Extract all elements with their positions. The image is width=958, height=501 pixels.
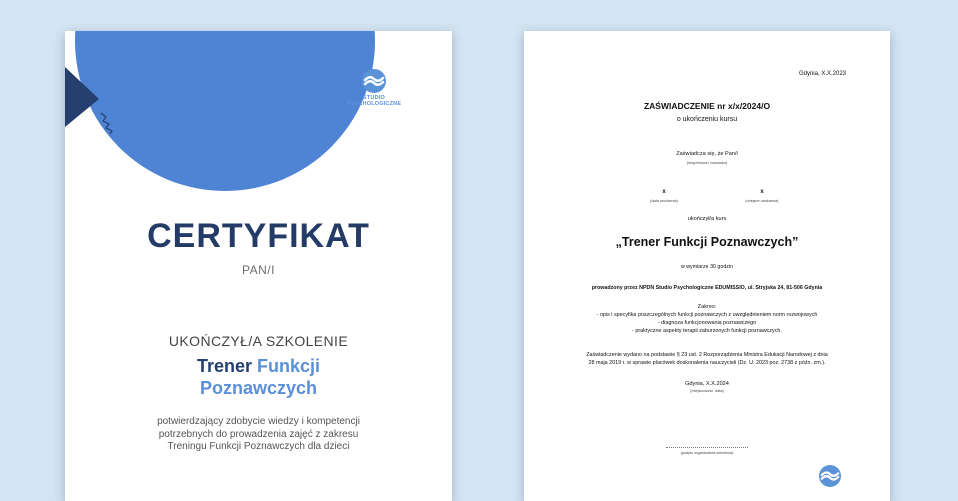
certificate-page [65, 31, 452, 501]
description-line: potwierdzający zdobycie wiedzy i kompetencji [157, 416, 360, 427]
legal-rest: w sprawie placówek doskonalenia nauczycieli (Dz. U. 2023 poz. 2738 z późn. zm.). [625, 360, 826, 366]
completed-course-text: ukończył/a kurs [687, 216, 727, 222]
logo-line-1: STUDIO [363, 95, 385, 101]
scope-label: Zakres: [697, 304, 717, 310]
birth-date-label: (data urodzenia) [650, 199, 678, 203]
attestation-subtitle: o ukończeniu kursu [676, 116, 738, 123]
studio-logo [341, 69, 407, 107]
scope-list [524, 311, 890, 335]
organizer-text: prowadzony przez NPDN Studio Psychologiczne EDUMISSIO, ul. Stryjska 24, 81-506 Gdynia [591, 285, 823, 291]
signature-line [666, 447, 748, 448]
recipient-label: PAN/I [242, 263, 275, 277]
name-placeholder-label: (imię/imiona i nazwisko) [686, 161, 728, 165]
scope-item: - diagnoza funkcjonowania poznawczego [657, 320, 757, 326]
course-name: „Trener Funkcji Poznawczych” [615, 235, 799, 249]
course-word-1: Trener [196, 356, 252, 376]
birth-date-value: x [662, 189, 666, 195]
description-line: potrzebnych do prowadzenia zajęć z zakresu [158, 428, 359, 440]
logo-wave-icon [362, 69, 386, 93]
course-name [65, 355, 452, 399]
certificate-title: CERTYFIKAT [147, 217, 370, 255]
birth-place-value: x [760, 189, 764, 195]
legal-date: 28 maja 2019 r. [588, 360, 626, 366]
scope-item: - praktyczne aspekty terapii zaburzonych funkcji poznawczych. [632, 328, 782, 334]
legal-basis-text [560, 351, 854, 367]
issue-place-label: (miejscowość, data) [690, 389, 724, 393]
studio-logo-small [819, 465, 841, 487]
logo-line-2: PSYCHOLOGICZNE [346, 101, 402, 107]
signature-label: (podpis organizatora szkolenia) [680, 451, 734, 455]
course-line-2: Poznawczych [199, 378, 318, 398]
course-word-2: Funkcji [257, 356, 321, 376]
squiggle-icon [99, 111, 121, 135]
legal-line-2 [560, 359, 854, 367]
attestation-title [524, 101, 890, 111]
document-date: Gdynia, X.X.2023 [798, 71, 846, 77]
description-line: Treningu Funkcji Poznawczych dla dzieci [167, 441, 350, 452]
birth-place-label: (miejsce urodzenia) [745, 199, 779, 203]
attestation-page [524, 31, 890, 501]
certificate-description [125, 416, 392, 454]
issue-place-date: Gdynia, X.X.2024 [685, 381, 729, 387]
completed-training-label: UKOŃCZYŁ/A SZKOLENIE [168, 333, 349, 349]
attestation-title-prefix: ZAŚWIADCZENIE nr [643, 101, 728, 111]
course-hours: w wymiarze 30 godzin [680, 264, 734, 270]
scope-item: - opis i specyfika poszczególnych funkcji poznawczych z uwzględnieniem norm rozwojowych [596, 312, 818, 318]
attestation-number: x/x/2024/O [728, 101, 771, 111]
certifies-text: Zaświadcza się, że Pan/i [676, 151, 738, 157]
legal-line-1: Zaświadczenie wydano na podstawie § 23 ust. 2 Rozporządzenia Ministra Edukacji Narodowej z dnia [586, 352, 828, 358]
logo-wave-icon [819, 465, 841, 487]
